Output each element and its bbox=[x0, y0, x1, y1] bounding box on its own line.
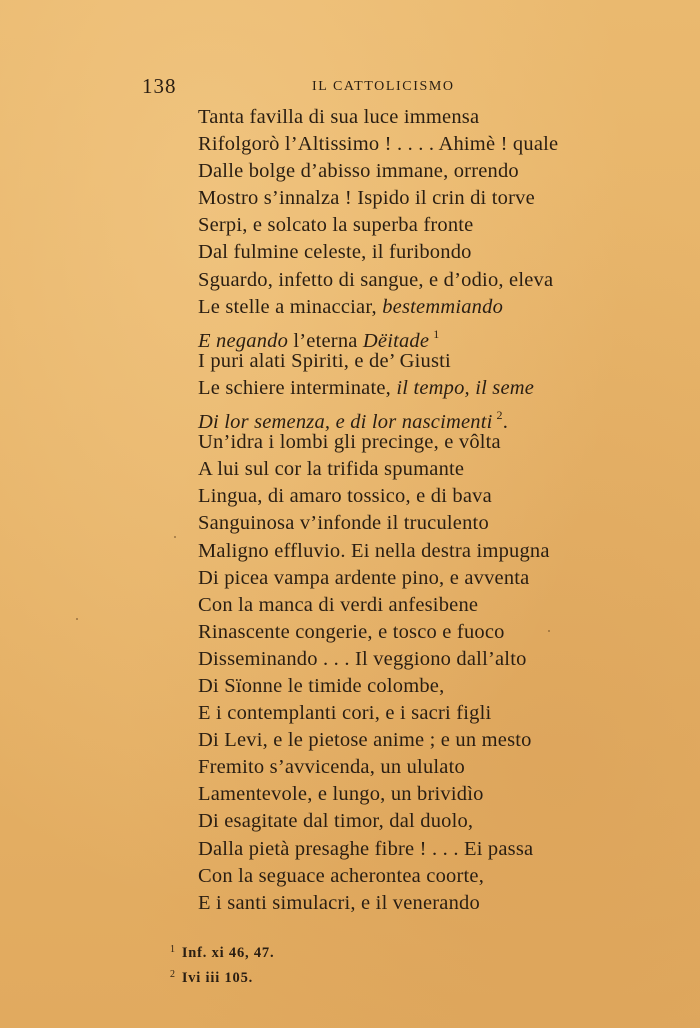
italic-text: Dëitade bbox=[362, 329, 430, 352]
verse-text: A lui sul cor la trifida spumante bbox=[198, 458, 465, 481]
verse-text: Di Levi, e le pietose anime ; e un mesto bbox=[198, 729, 532, 752]
verse-text: Rinascente congerie, e tosco e fuoco bbox=[198, 620, 505, 643]
verse-line bbox=[198, 565, 628, 592]
paper-speck bbox=[548, 630, 550, 632]
verse-line bbox=[198, 185, 628, 212]
footnote-reference: 2 bbox=[496, 408, 503, 423]
verse-text: Sguardo, infetto di sangue, e d’odio, eleva bbox=[198, 268, 554, 291]
verse-text: Le stelle a minacciar, bbox=[198, 295, 383, 318]
footnote-text: Ivi iii 105. bbox=[181, 970, 254, 986]
footnote-reference: 1 bbox=[433, 326, 440, 341]
verse-line bbox=[198, 483, 628, 510]
verse-text: E i contemplanti cori, e i sacri figli bbox=[198, 702, 492, 725]
verse-text: Disseminando . . . Il veggiono dall’alto bbox=[198, 647, 527, 670]
verse-line bbox=[198, 673, 628, 700]
verse-text: Di picea vampa ardente pino, e avventa bbox=[198, 566, 530, 589]
page-number: 138 bbox=[142, 74, 177, 98]
footnote-mark: 2 bbox=[170, 969, 176, 980]
verse-text: Con la seguace acherontea coorte, bbox=[198, 864, 485, 887]
verse-text: Serpi, e solcato la superba fronte bbox=[198, 214, 474, 237]
verse-text: I puri alati Spiriti, e de’ Giusti bbox=[198, 349, 451, 372]
verse-line bbox=[198, 890, 628, 917]
verse-text: . bbox=[502, 411, 509, 434]
verse-line bbox=[198, 294, 628, 321]
verse-text: l’eterna bbox=[288, 329, 363, 352]
page-header bbox=[142, 74, 602, 100]
verse-line bbox=[198, 456, 628, 483]
verse-line bbox=[198, 104, 628, 131]
verse-line bbox=[198, 754, 628, 781]
verse-line bbox=[198, 646, 628, 673]
verse-line bbox=[198, 158, 628, 185]
verse-line bbox=[198, 836, 628, 863]
verse-line bbox=[198, 619, 628, 646]
verse-line bbox=[198, 700, 628, 727]
italic-text: bestemmiando bbox=[382, 295, 504, 318]
footnote-text: Inf. xi 46, 47. bbox=[181, 945, 275, 961]
verse-text: Lingua, di amaro tossico, e di bava bbox=[198, 485, 492, 508]
verse-text: E i santi simulacri, e il venerando bbox=[198, 891, 480, 914]
verse-text: Dalle bolge d’abisso immane, orrendo bbox=[198, 160, 519, 183]
verse-text: Fremito s’avvicenda, un ululato bbox=[198, 756, 465, 779]
verse-text: Dalla pietà presaghe fibre ! . . . Ei passa bbox=[198, 837, 534, 860]
verse-text: Di esagitate dal timor, dal duolo, bbox=[198, 810, 474, 833]
verse-text: Tanta favilla di sua luce immensa bbox=[198, 106, 480, 128]
verse-line bbox=[198, 239, 628, 266]
verse-line bbox=[198, 402, 628, 434]
verse-text: Mostro s’innalza ! Ispido il crin di torve bbox=[198, 187, 535, 210]
verse-line bbox=[198, 321, 628, 352]
italic-text: E negando bbox=[198, 329, 289, 352]
verse-line bbox=[198, 808, 628, 835]
footnotes bbox=[170, 939, 274, 989]
verse-text: Le schiere interminate, bbox=[198, 376, 397, 399]
verse-text: Sanguinosa v’infonde il truculento bbox=[198, 512, 489, 535]
verse-line bbox=[198, 781, 628, 808]
verse-text: Un’idra i lombi gli precinge, e vôlta bbox=[198, 431, 501, 454]
verse-line bbox=[198, 131, 628, 158]
verse-text: Rifolgorò l’Altissimo ! . . . . Ahimè ! quale bbox=[198, 133, 559, 156]
paper-speck bbox=[76, 618, 78, 620]
running-head: IL CATTOLICISMO bbox=[312, 79, 455, 94]
verse-line bbox=[198, 727, 628, 754]
verse-text: Lamentevole, e lungo, un brividìo bbox=[198, 783, 484, 806]
verse-line bbox=[198, 510, 628, 537]
verse-line bbox=[198, 538, 628, 565]
italic-text: il tempo, il seme bbox=[396, 376, 535, 399]
verse-line bbox=[198, 863, 628, 890]
italic-text: Di lor semenza, e di lor nascimenti bbox=[198, 411, 493, 434]
verse-line bbox=[198, 592, 628, 619]
verse-text: Maligno effluvio. Ei nella destra impugna bbox=[198, 539, 550, 562]
verse-line bbox=[198, 212, 628, 239]
footnote-mark: 1 bbox=[170, 944, 176, 955]
footnote bbox=[170, 964, 274, 989]
footnote bbox=[170, 939, 274, 964]
verse-line bbox=[198, 375, 628, 402]
poem-text bbox=[198, 104, 628, 917]
verse-line bbox=[198, 348, 628, 375]
verse-line bbox=[198, 267, 628, 294]
verse-text: Con la manca di verdi anfesibene bbox=[198, 593, 479, 616]
verse-line bbox=[198, 429, 628, 456]
verse-text: Di Sïonne le timide colombe, bbox=[198, 674, 445, 697]
verse-text: Dal fulmine celeste, il furibondo bbox=[198, 241, 472, 264]
paper-speck bbox=[174, 536, 176, 538]
